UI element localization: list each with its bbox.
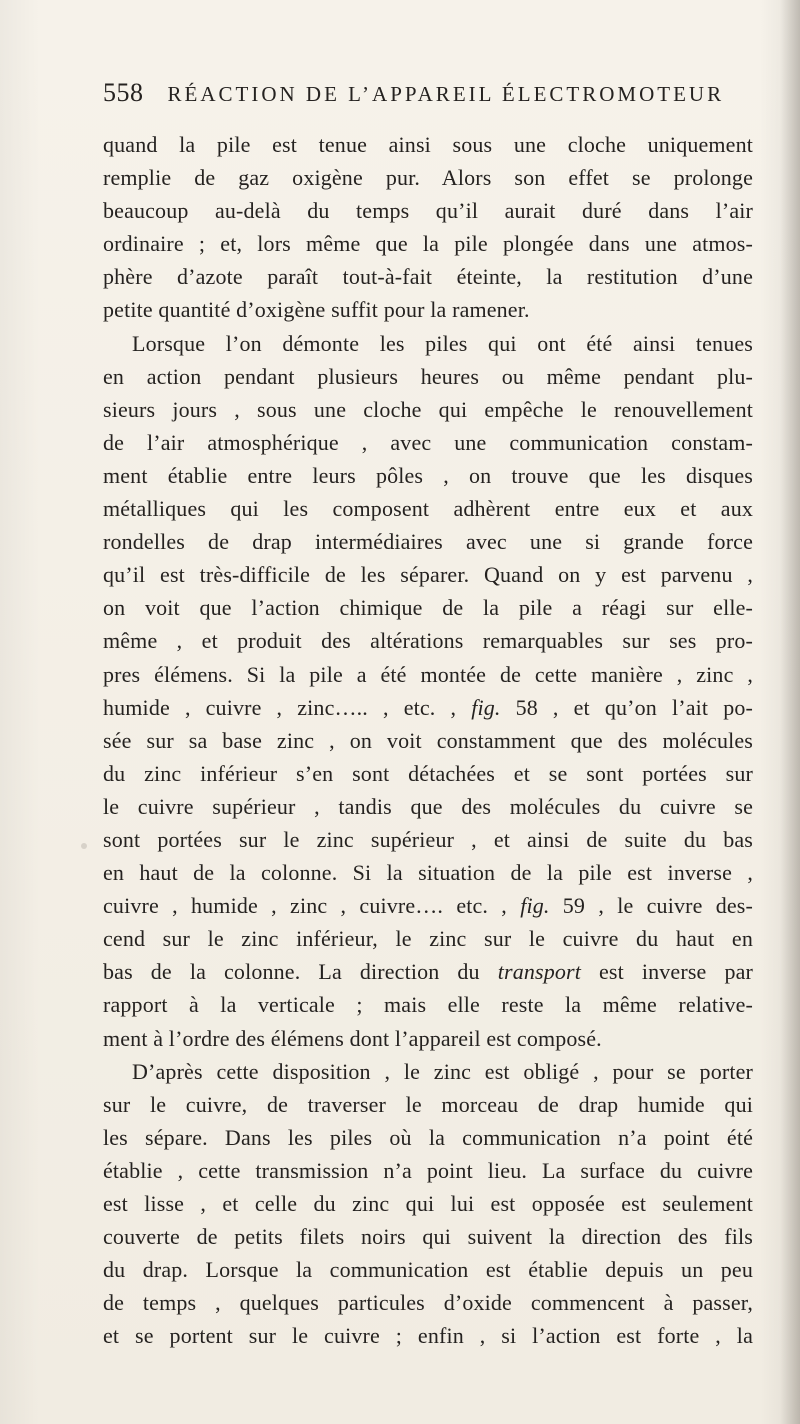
text-line: [103, 889, 753, 922]
text-run: petite quantité d’oxigène suffit pour la ramener.: [103, 297, 530, 323]
text-line: [103, 227, 753, 260]
text-run: bas de la colonne. La direction du: [103, 959, 498, 985]
text-line: [103, 1253, 753, 1286]
text-run: même , et produit des altérations remarquables sur ses pro-: [103, 628, 753, 654]
text-line: [103, 293, 753, 326]
text-line: [103, 823, 753, 856]
text-line: [103, 856, 753, 889]
text-line: [103, 161, 753, 194]
text-run: sée sur sa base zinc , on voit constamment que des molécules: [103, 727, 753, 753]
text-line: [103, 1286, 753, 1319]
text-line: [103, 790, 753, 823]
text-line: [103, 1319, 753, 1352]
page-number: 558: [103, 78, 144, 107]
text-run: humide , cuivre , zinc….. , etc. ,: [103, 694, 472, 720]
text-run: et se portent sur le cuivre ; enfin , si l’action est forte , la: [103, 1323, 753, 1349]
text-line: [103, 426, 753, 459]
text-line: [103, 492, 753, 525]
text-run: on voit que l’action chimique de la pile a réagi sur elle-: [103, 595, 753, 621]
text-run: Lorsque l’on démonte les piles qui ont été ainsi tenues: [132, 330, 753, 356]
text-run: métalliques qui les composent adhèrent entre eux et aux: [103, 496, 753, 522]
text-run: du drap. Lorsque la communication est établie depuis un peu: [103, 1257, 753, 1283]
text-run: 59 , le cuivre des-: [549, 893, 753, 919]
text-run: est lisse , et celle du zinc qui lui est opposée est seulement: [103, 1191, 753, 1216]
italic-text: transport: [497, 959, 581, 985]
text-run: de l’air atmosphérique , avec une communication constam-: [103, 429, 753, 455]
text-run: D’après cette disposition , le zinc est obligé , pour se porter: [132, 1058, 753, 1084]
italic-text: fig.: [520, 893, 550, 919]
text-line: [103, 1154, 753, 1187]
text-run: phère d’azote paraît tout-à-fait éteinte, la restitution d’une: [103, 264, 753, 290]
text-line: [103, 194, 753, 227]
text-line: [103, 988, 753, 1021]
page-edge-shadow: [780, 0, 800, 1424]
text-run: ment établie entre leurs pôles , on trouve que les disques: [103, 462, 753, 488]
text-run: sieurs jours , sous une cloche qui empêche le renouvellement: [103, 396, 753, 422]
text-run: en haut de la colonne. Si la situation de la pile est inverse ,: [103, 860, 753, 886]
text-run: est inverse par: [580, 959, 753, 985]
text-line: [103, 260, 753, 293]
text-line: [103, 128, 753, 161]
running-title: RÉACTION DE L’APPAREIL ÉLECTROMOTEUR: [167, 82, 725, 106]
text-line: [103, 1220, 753, 1253]
text-line: [103, 658, 753, 691]
text-run: du zinc inférieur s’en sont détachées et se sont portées sur: [103, 760, 753, 786]
text-line: [103, 1022, 753, 1055]
text-line: [103, 691, 753, 724]
text-run: 58 , et qu’on l’ait po-: [500, 694, 753, 720]
text-run: en action pendant plusieurs heures ou même pendant plu-: [103, 363, 753, 389]
text-run: rapport à la verticale ; mais elle reste la même relative-: [103, 992, 753, 1018]
running-header: [103, 78, 725, 114]
paper-blemish: [81, 843, 87, 849]
text-run: ment à l’ordre des élémens dont l’appareil est composé.: [103, 1025, 602, 1051]
text-line: [103, 757, 753, 790]
text-run: le cuivre supérieur , tandis que des molécules du cuivre se: [103, 793, 753, 819]
text-line: [103, 591, 753, 624]
text-line: [103, 724, 753, 757]
body-text: [103, 128, 753, 1352]
text-run: de temps , quelques particules d’oxide commencent à passer,: [103, 1290, 753, 1316]
text-run: couverte de petits filets noirs qui suivent la direction des fils: [103, 1224, 753, 1250]
text-run: rondelles de drap intermédiaires avec une si grande force: [103, 529, 753, 555]
text-run: établie , cette transmission n’a point lieu. La surface du cuivre: [103, 1157, 753, 1183]
text-line: [103, 360, 753, 393]
text-line: [103, 1121, 753, 1154]
text-line: [103, 525, 753, 558]
text-run: remplie de gaz oxigène pur. Alors son effet se prolonge: [103, 165, 753, 191]
text-run: les sépare. Dans les piles où la communication n’a point été: [103, 1124, 753, 1150]
text-line: [103, 1187, 753, 1220]
text-line: [103, 393, 753, 426]
text-line: [103, 558, 753, 591]
text-line: [103, 624, 753, 657]
text-run: ordinaire ; et, lors même que la pile plongée dans une atmos-: [103, 231, 753, 257]
text-run: beaucoup au-delà du temps qu’il aurait duré dans l’air: [103, 198, 753, 224]
text-line: [103, 459, 753, 492]
text-run: qu’il est très-difficile de les séparer. Quand on y est parvenu ,: [103, 562, 753, 588]
text-run: sur le cuivre, de traverser le morceau de drap humide qui: [103, 1091, 753, 1117]
italic-text: fig.: [471, 694, 501, 720]
text-run: quand la pile est tenue ainsi sous une cloche uniquement: [103, 132, 753, 157]
text-line: [103, 1088, 753, 1121]
text-run: sont portées sur le zinc supérieur , et ainsi de suite du bas: [103, 826, 753, 852]
text-line: [103, 922, 753, 955]
text-line: [103, 955, 753, 988]
text-run: cuivre , humide , zinc , cuivre…. etc. ,: [103, 893, 521, 919]
text-run: pres élémens. Si la pile a été montée de cette manière , zinc ,: [103, 661, 753, 687]
text-run: cend sur le zinc inférieur, le zinc sur le cuivre du haut en: [103, 926, 753, 952]
text-line: [103, 327, 753, 360]
text-line: [103, 1055, 753, 1088]
